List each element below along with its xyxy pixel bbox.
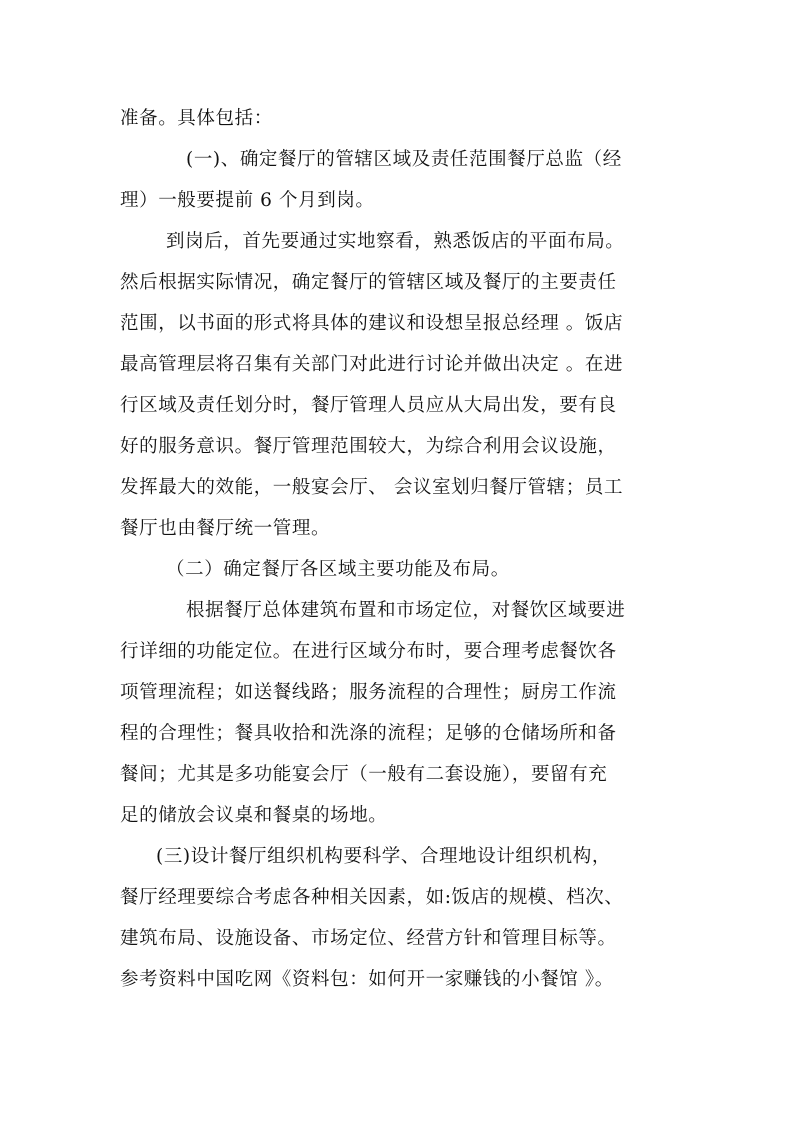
text-line: 发挥最大的效能，一般宴会厅、 会议室划归餐厅管辖；员工 [120, 477, 624, 498]
text-line: 范围，以书面的形式将具体的建议和设想呈报总经理 。饭店 [120, 313, 624, 334]
text-line: 项管理流程；如送餐线路；服务流程的合理性；厨房工作流 [120, 682, 617, 703]
text-line: 然后根据实际情况，确定餐厅的管辖区域及餐厅的主要责任 [120, 272, 617, 293]
paragraph-start: 到岗后，首先要通过实地察看，熟悉饭店的平面布局。 [166, 231, 625, 252]
text-line: 餐间；尤其是多功能宴会厅（一般有二套设施），要留有充 [120, 764, 608, 785]
reference-line: 参考资料中国吃网《资料包：如何开一家赚钱的小餐馆 》。 [120, 969, 614, 990]
text-line: 餐厅也由餐厅统一管理。 [120, 518, 331, 539]
text-line: 足的储放会议桌和餐桌的场地。 [120, 805, 388, 826]
text-line: 程的合理性；餐具收拾和洗涤的流程；足够的仓储场所和备 [120, 723, 617, 744]
section-heading-2: （二）确定餐厅各区域主要功能及布局。 [166, 559, 510, 580]
paragraph-start: 根据餐厅总体建筑布置和市场定位，对餐饮区域要进 [186, 600, 626, 621]
text-line: 理）一般要提前 6 个月到岗。 [120, 190, 375, 211]
text-line: 准备。具体包括： [120, 108, 273, 129]
text-line: 行区域及责任划分时，餐厅管理人员应从大局出发，要有良 [120, 395, 617, 416]
text-line: 好的服务意识。餐厅管理范围较大，为综合利用会议设施， [120, 436, 617, 457]
section-heading-1: (一)、确定餐厅的管辖区域及责任范围餐厅总监（经 [186, 149, 622, 170]
section-heading-3: (三)设计餐厅组织机构要科学、合理地设计组织机构， [156, 846, 611, 867]
text-line: 最高管理层将召集有关部门对此进行讨论并做出决定 。在进 [120, 354, 624, 375]
text-line: 餐厅经理要综合考虑各种相关因素，如:饭店的规模、档次、 [120, 887, 624, 908]
text-line: 行详细的功能定位。在进行区域分布时，要合理考虑餐饮各 [120, 641, 617, 662]
text-line: 建筑布局、设施设备、市场定位、经营方针和管理目标等。 [120, 928, 617, 949]
